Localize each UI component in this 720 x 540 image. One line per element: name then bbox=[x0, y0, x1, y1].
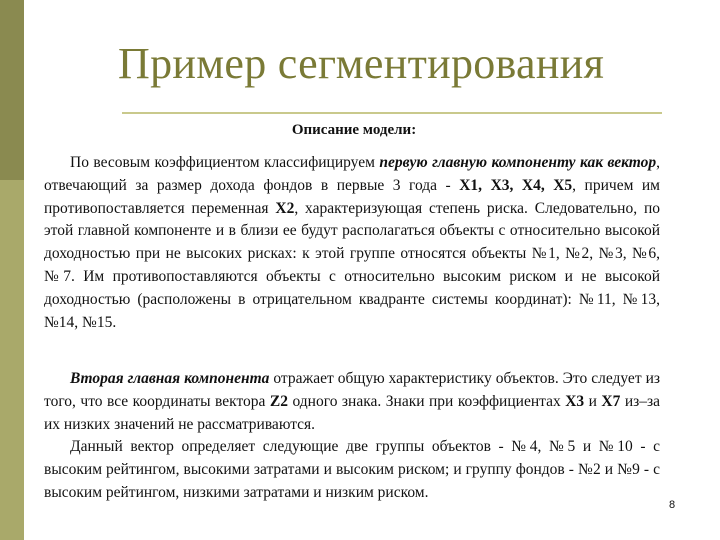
p3-text: Данный вектор определяет следующие две группы объектов - №4, №5 и №10 - с высоким рейтингом, высокими затратами и высоким риском; и группу фондов - №2 и №9 - с высоким рейтингом, низкими затратами и низким риском. bbox=[44, 438, 660, 501]
sidebar-accent bbox=[0, 0, 24, 540]
p2-text: отражает общую характеристику объектов. Это следует из того, что все координаты вектора bbox=[44, 370, 660, 410]
p2-variable-x3: Х3 bbox=[565, 392, 585, 410]
slide-subtitle: Описание модели: bbox=[291, 122, 417, 138]
p2-vector-z2: Z2 bbox=[269, 392, 289, 410]
p1-text: , причем им противопоставляется переменная bbox=[44, 176, 660, 217]
p1-text: , характеризующая степень риска. Следовательно, по этой главной компоненте и в близи ее будут располагаться объекты с относительно высокой доходностью при не высоких рисках: к этой группе относятся объекты №1, №2, №3, №6, №7. Им противопоставляются объекты с относительно высоким риском и не высокой доходностью (расположены в отрицательном квадранте системы координат): №11, №13, №14, №15. bbox=[44, 199, 660, 331]
p2-text: из–за их низких значений не рассматриваются. bbox=[44, 392, 661, 433]
p1-text: По весовым коэффициентом классифицируем bbox=[70, 154, 380, 171]
title-divider bbox=[122, 112, 662, 114]
page-number: 8 bbox=[669, 499, 676, 511]
p2-text: одного знака. Знаки при коэффициентах bbox=[288, 392, 566, 410]
p1-variable-x2: Х2 bbox=[275, 199, 295, 217]
paragraph-groups bbox=[44, 436, 660, 504]
p2-text: и bbox=[584, 392, 602, 410]
p1-variables: Х1, Х3, Х4, Х5 bbox=[459, 176, 573, 194]
paragraph-first-component bbox=[44, 152, 660, 334]
paragraph-second-component bbox=[44, 368, 660, 436]
p2-emphasis-second-component: Вторая главная компонента bbox=[70, 370, 270, 387]
p2-variable-x7: Х7 bbox=[601, 392, 621, 410]
slide-title: Пример сегментирования bbox=[118, 39, 605, 88]
p1-text: , отвечающий за размер дохода фондов в первые 3 года - bbox=[44, 154, 660, 194]
p1-emphasis-first-component: первую главную компоненту как вектор bbox=[379, 154, 657, 171]
sidebar-accent-lower bbox=[0, 180, 24, 540]
